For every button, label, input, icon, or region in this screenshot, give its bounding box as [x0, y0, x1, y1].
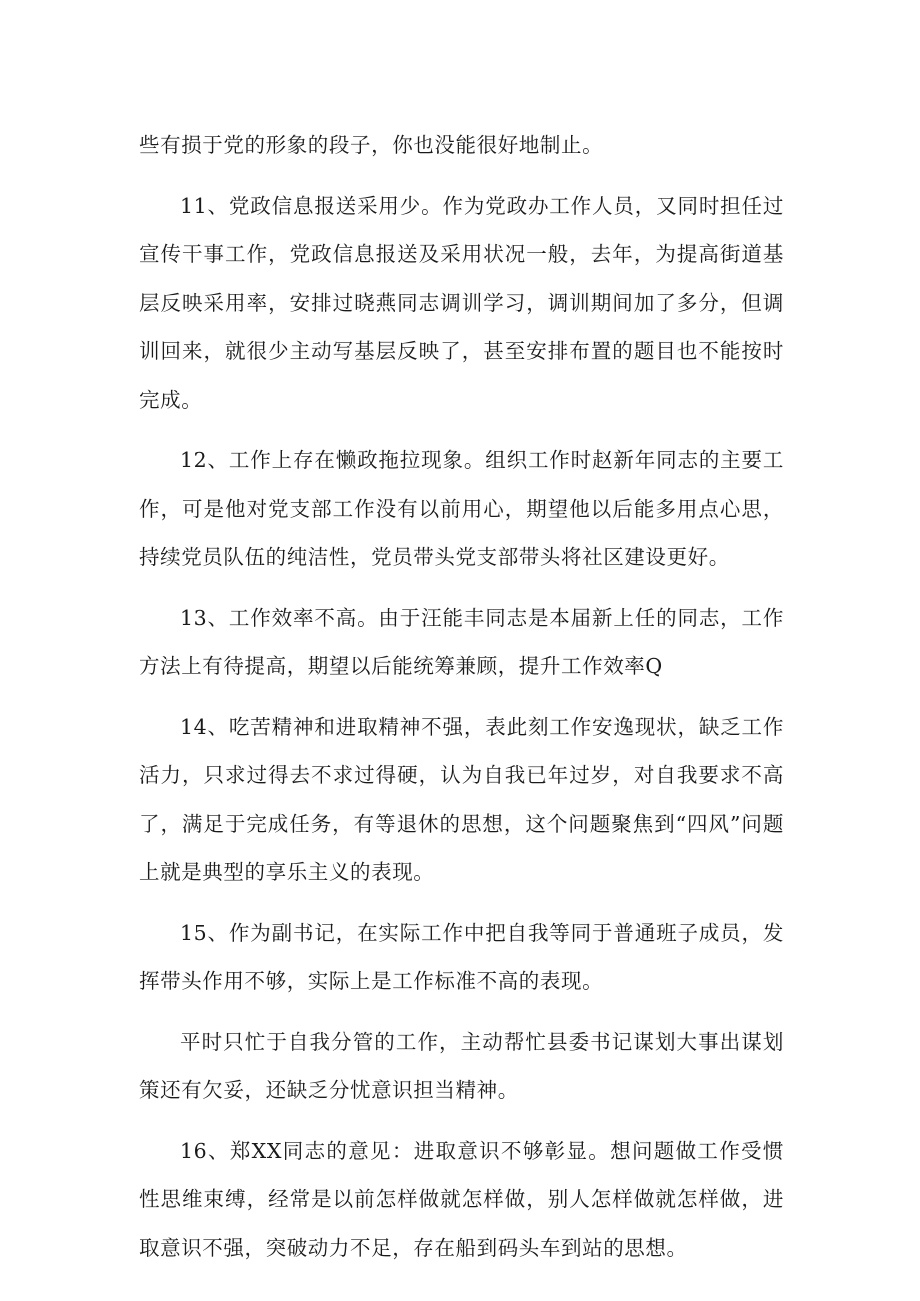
- paragraph-item-13: 13、工作效率不高。由于汪能丰同志是本届新上任的同志，工作方法上有待提高，期望以后能统筹兼顾，提升工作效率Q: [139, 605, 784, 678]
- paragraph-item-16: 16、郑XX同志的意见：进取意识不够彰显。想问题做工作受惯性思维束缚，经常是以前怎样做就怎样做，别人怎样做就怎样做，进取意识不强，突破动力不足，存在船到码头车到站的思想。: [139, 1138, 784, 1260]
- paragraph-item-14: 14、吃苦精神和进取精神不强，表此刻工作安逸现状，缺乏工作活力，只求过得去不求过得硬，认为自我已年过岁，对自我要求不高了，满足于完成任务，有等退休的思想，这个问题聚焦到“四风”问题上就是典型的享乐主义的表现。: [139, 714, 784, 884]
- paragraph-item-15-supplement: 平时只忙于自我分管的工作，主动帮忙县委书记谋划大事出谋划策还有欠妥，还缺乏分忧意识担当精神。: [139, 1029, 784, 1102]
- document-body: [139, 121, 784, 1284]
- paragraph-item-12: 12、工作上存在懒政拖拉现象。组织工作时赵新年同志的主要工作，可是他对党支部工作没有以前用心，期望他以后能多用点心思，持续党员队伍的纯洁性，党员带头党支部带头将社区建设更好。: [139, 448, 784, 569]
- paragraph-item-11: 11、党政信息报送采用少。作为党政办工作人员，又同时担任过宣传干事工作，党政信息报送及采用状况一般，去年，为提高街道基层反映采用率，安排过晓燕同志调训学习，调训期间加了多分，但调训回来，就很少主动写基层反映了，甚至安排布置的题目也不能按时完成。: [139, 193, 784, 412]
- paragraph-item-15: 15、作为副书记，在实际工作中把自我等同于普通班子成员，发挥带头作用不够，实际上是工作标准不高的表现。: [139, 920, 784, 993]
- paragraph-continuation: 些有损于党的形象的段子，你也没能很好地制止。: [139, 133, 604, 157]
